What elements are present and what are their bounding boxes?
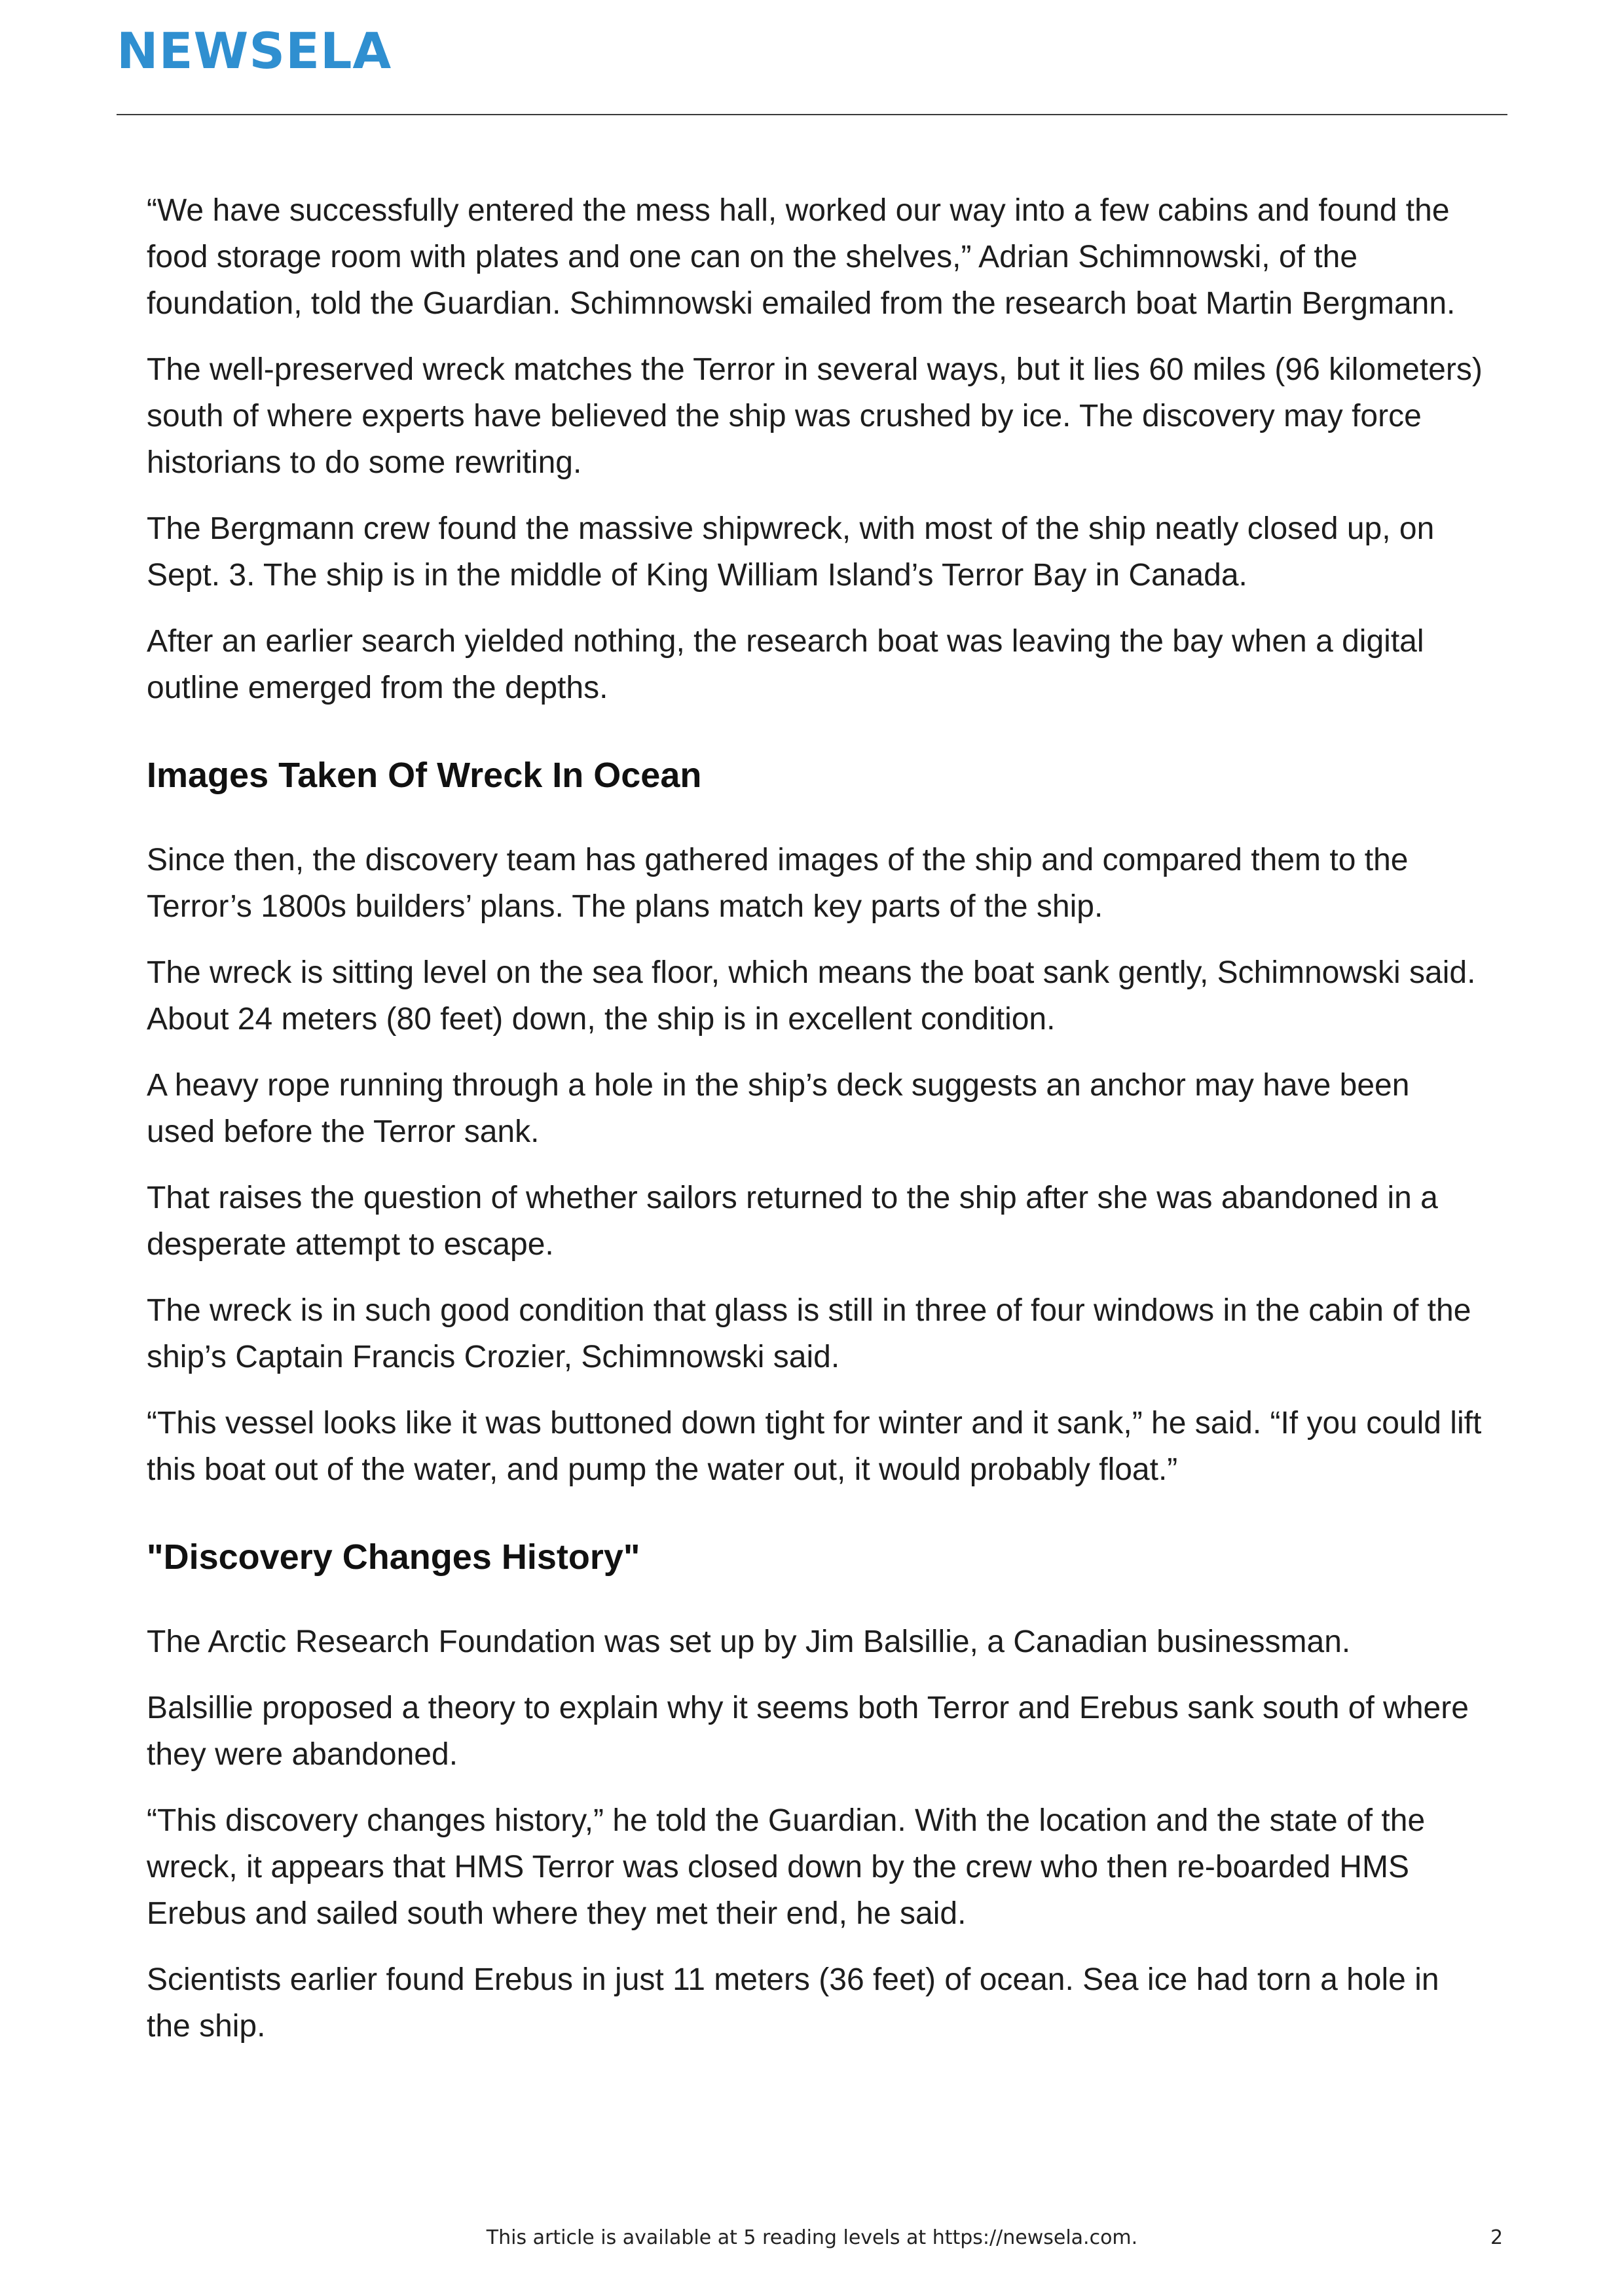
article-paragraph: “We have successfully entered the mess hall, worked our way into a few cabins and found the food storage room with plates and one can on the shelves,” Adrian Schimnowski, of the foundation, told the Guardian. Schimnowski emailed from the research boat Martin Bergmann. [147,193,1456,321]
section-heading: "Discovery Changes History" [147,1537,640,1577]
article-paragraph: After an earlier search yielded nothing, the research boat was leaving the bay when a digital outline emerged from the depths. [147,624,1424,705]
newsela-logo: NEWSELA [117,22,392,80]
article-paragraph: The Arctic Research Foundation was set up by Jim Balsillie, a Canadian businessman. [147,1625,1351,1659]
article-paragraph: Balsillie proposed a theory to explain why it seems both Terror and Erebus sank south of where they were abandoned. [147,1691,1469,1772]
article-paragraph: The well-preserved wreck matches the Terror in several ways, but it lies 60 miles (96 kilometers) south of where experts have believed the ship was crushed by ice. The discovery may force historians to do some rewriting. [147,352,1483,480]
header-divider [117,114,1507,115]
article-paragraph: The wreck is in such good condition that glass is still in three of four windows in the cabin of the ship’s Captain Francis Crozier, Schimnowski said. [147,1293,1471,1374]
article-paragraph: “This discovery changes history,” he told the Guardian. With the location and the state of the wreck, it appears that HMS Terror was closed down by the crew who then re-boarded HMS Erebus and sailed south where they met their end, he said. [147,1803,1426,1931]
article-paragraph: Since then, the discovery team has gathered images of the ship and compared them to the Terror’s 1800s builders’ plans. The plans match key parts of the ship. [147,843,1409,924]
article-paragraph: Scientists earlier found Erebus in just 11 meters (36 feet) of ocean. Sea ice had torn a hole in the ship. [147,1962,1439,2044]
article-paragraph: That raises the question of whether sailors returned to the ship after she was abandoned in a desperate attempt to escape. [147,1181,1438,1262]
article-paragraph: The Bergmann crew found the massive shipwreck, with most of the ship neatly closed up, on Sept. 3. The ship is in the middle of King William Island’s Terror Bay in Canada. [147,511,1435,593]
article-paragraph: “This vessel looks like it was buttoned down tight for winter and it sank,” he said. “If you could lift this boat out of the water, and pump the water out, it would probably float.” [147,1406,1482,1487]
page-number: 2 [1490,2226,1504,2249]
article-body [147,187,1483,2069]
article-paragraph: The wreck is sitting level on the sea floor, which means the boat sank gently, Schimnowski said. About 24 meters (80 feet) down, the ship is in excellent condition. [147,955,1476,1037]
article-paragraph: A heavy rope running through a hole in the ship’s deck suggests an anchor may have been used before the Terror sank. [147,1068,1410,1149]
section-heading: Images Taken Of Wreck In Ocean [147,756,702,795]
footer-availability-text: This article is available at 5 reading levels at https://newsela.com. [486,2226,1138,2249]
